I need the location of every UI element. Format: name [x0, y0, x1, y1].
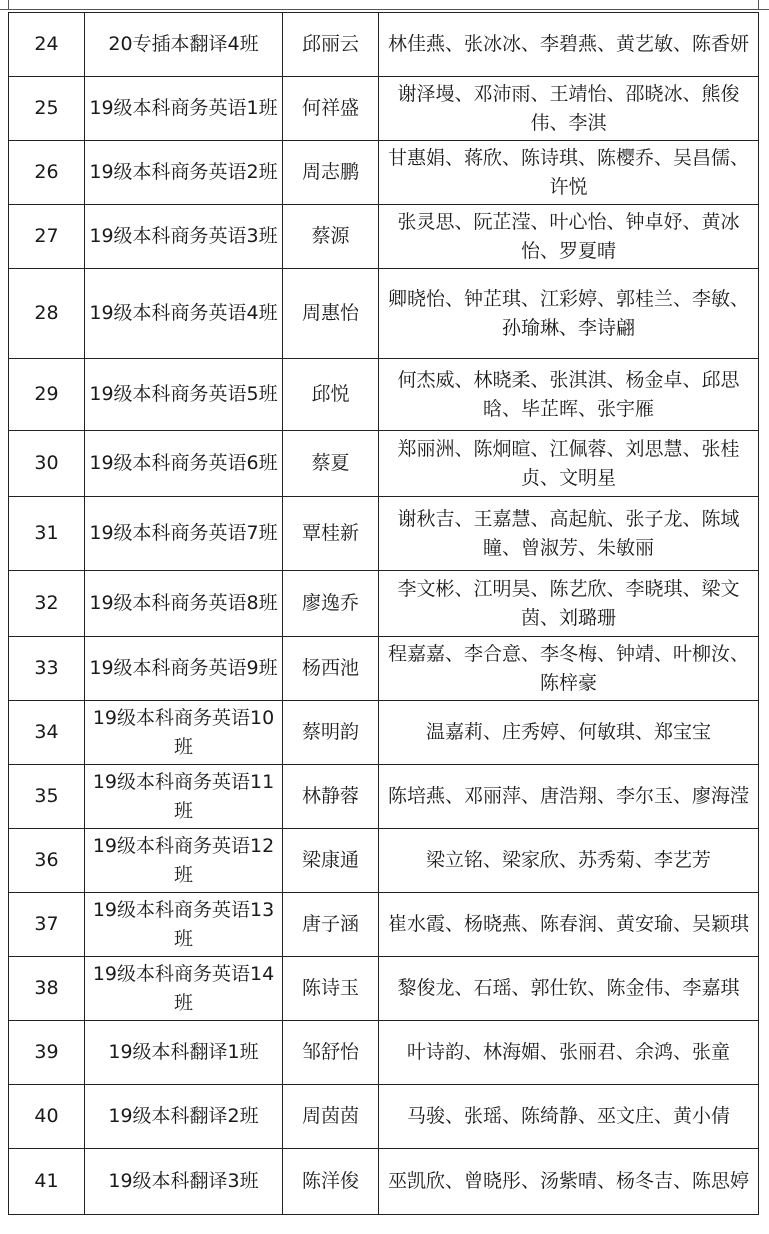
table-row — [9, 957, 759, 1021]
table-row — [9, 571, 759, 637]
row-number: 27 — [9, 205, 85, 269]
class-name-cell: 19级本科商务英语9班 — [85, 637, 283, 701]
class-name-cell: 19级本科商务英语1班 — [85, 77, 283, 141]
members-cell: 谢泽墁、邓沛雨、王靖怡、邵晓冰、熊俊伟、李淇 — [379, 77, 759, 141]
table-row — [9, 77, 759, 141]
members-cell: 郑丽洲、陈炯暄、江佩蓉、刘思慧、张桂贞、文明星 — [379, 431, 759, 497]
class-name-cell: 19级本科翻译3班 — [85, 1149, 283, 1215]
table-row — [9, 829, 759, 893]
members-cell: 甘惠娟、蒋欣、陈诗琪、陈樱乔、吴昌儒、许悦 — [379, 141, 759, 205]
teacher-cell: 邱悦 — [283, 359, 379, 431]
row-number: 35 — [9, 765, 85, 829]
row-number: 24 — [9, 13, 85, 77]
row-number: 38 — [9, 957, 85, 1021]
table-body — [9, 13, 759, 1215]
members-cell: 卿晓怡、钟芷琪、江彩婷、郭桂兰、李敏、孙瑜琳、李诗翩 — [379, 269, 759, 359]
table-row — [9, 765, 759, 829]
table-row — [9, 1149, 759, 1215]
row-number: 29 — [9, 359, 85, 431]
class-name-cell: 19级本科商务英语14班 — [85, 957, 283, 1021]
table-row — [9, 205, 759, 269]
members-cell: 林佳燕、张冰冰、李碧燕、黄艺敏、陈香妍 — [379, 13, 759, 77]
class-name-cell: 19级本科商务英语5班 — [85, 359, 283, 431]
table-row — [9, 13, 759, 77]
teacher-cell: 何祥盛 — [283, 77, 379, 141]
table-row — [9, 269, 759, 359]
members-cell: 马骏、张瑶、陈绮静、巫文庄、黄小倩 — [379, 1085, 759, 1149]
row-number: 32 — [9, 571, 85, 637]
teacher-cell: 陈洋俊 — [283, 1149, 379, 1215]
members-cell: 李文彬、江明昊、陈艺欣、李晓琪、梁文茵、刘璐珊 — [379, 571, 759, 637]
teacher-cell: 陈诗玉 — [283, 957, 379, 1021]
teacher-cell: 蔡源 — [283, 205, 379, 269]
table-row — [9, 701, 759, 765]
class-name-cell: 19级本科商务英语3班 — [85, 205, 283, 269]
teacher-cell: 唐子涵 — [283, 893, 379, 957]
class-name-cell: 19级本科商务英语4班 — [85, 269, 283, 359]
members-cell: 陈培燕、邓丽萍、唐浩翔、李尔玉、廖海滢 — [379, 765, 759, 829]
teacher-cell: 杨西池 — [283, 637, 379, 701]
class-name-cell: 19级本科商务英语7班 — [85, 497, 283, 571]
table-row — [9, 1085, 759, 1149]
table-row — [9, 431, 759, 497]
class-name-cell: 19级本科翻译1班 — [85, 1021, 283, 1085]
teacher-cell: 覃桂新 — [283, 497, 379, 571]
table-row — [9, 1021, 759, 1085]
members-cell: 何杰威、林晓柔、张淇淇、杨金卓、邱思晗、毕芷晖、张宇雁 — [379, 359, 759, 431]
teacher-cell: 蔡夏 — [283, 431, 379, 497]
members-cell: 崔水霞、杨晓燕、陈春润、黄安瑜、吴颖琪 — [379, 893, 759, 957]
row-number: 33 — [9, 637, 85, 701]
members-cell: 黎俊龙、石瑶、郭仕钦、陈金伟、李嘉琪 — [379, 957, 759, 1021]
table-row — [9, 497, 759, 571]
table-row — [9, 893, 759, 957]
teacher-cell: 林静蓉 — [283, 765, 379, 829]
teacher-cell: 邱丽云 — [283, 13, 379, 77]
row-number: 26 — [9, 141, 85, 205]
row-number: 31 — [9, 497, 85, 571]
table-row — [9, 141, 759, 205]
members-cell: 谢秋吉、王嘉慧、高起航、张子龙、陈域瞳、曾淑芳、朱敏丽 — [379, 497, 759, 571]
members-cell: 程嘉嘉、李合意、李冬梅、钟靖、叶柳汝、陈梓豪 — [379, 637, 759, 701]
row-number: 37 — [9, 893, 85, 957]
table-row — [9, 637, 759, 701]
teacher-cell: 蔡明韵 — [283, 701, 379, 765]
teacher-cell: 邹舒怡 — [283, 1021, 379, 1085]
members-cell: 梁立铭、梁家欣、苏秀菊、李艺芳 — [379, 829, 759, 893]
table-row — [9, 359, 759, 431]
row-number: 36 — [9, 829, 85, 893]
top-page-edge — [0, 0, 769, 12]
members-cell: 温嘉莉、庄秀婷、何敏琪、郑宝宝 — [379, 701, 759, 765]
row-number: 30 — [9, 431, 85, 497]
class-name-cell: 19级本科商务英语12班 — [85, 829, 283, 893]
teacher-cell: 廖逸乔 — [283, 571, 379, 637]
class-roster-table — [8, 12, 759, 1215]
row-number: 25 — [9, 77, 85, 141]
class-name-cell: 19级本科商务英语8班 — [85, 571, 283, 637]
row-number: 34 — [9, 701, 85, 765]
class-name-cell: 19级本科商务英语13班 — [85, 893, 283, 957]
class-name-cell: 19级本科商务英语2班 — [85, 141, 283, 205]
row-number: 39 — [9, 1021, 85, 1085]
members-cell: 张灵思、阮芷滢、叶心怡、钟卓妤、黄冰怡、罗夏晴 — [379, 205, 759, 269]
class-name-cell: 20专插本翻译4班 — [85, 13, 283, 77]
class-name-cell: 19级本科商务英语6班 — [85, 431, 283, 497]
teacher-cell: 周志鹏 — [283, 141, 379, 205]
row-number: 40 — [9, 1085, 85, 1149]
teacher-cell: 周惠怡 — [283, 269, 379, 359]
class-name-cell: 19级本科商务英语11班 — [85, 765, 283, 829]
members-cell: 叶诗韵、林海媚、张丽君、余鸿、张童 — [379, 1021, 759, 1085]
members-cell: 巫凯欣、曾晓彤、汤紫晴、杨冬吉、陈思婷 — [379, 1149, 759, 1215]
row-number: 28 — [9, 269, 85, 359]
teacher-cell: 周茵茵 — [283, 1085, 379, 1149]
class-name-cell: 19级本科商务英语10班 — [85, 701, 283, 765]
class-name-cell: 19级本科翻译2班 — [85, 1085, 283, 1149]
row-number: 41 — [9, 1149, 85, 1215]
teacher-cell: 梁康通 — [283, 829, 379, 893]
